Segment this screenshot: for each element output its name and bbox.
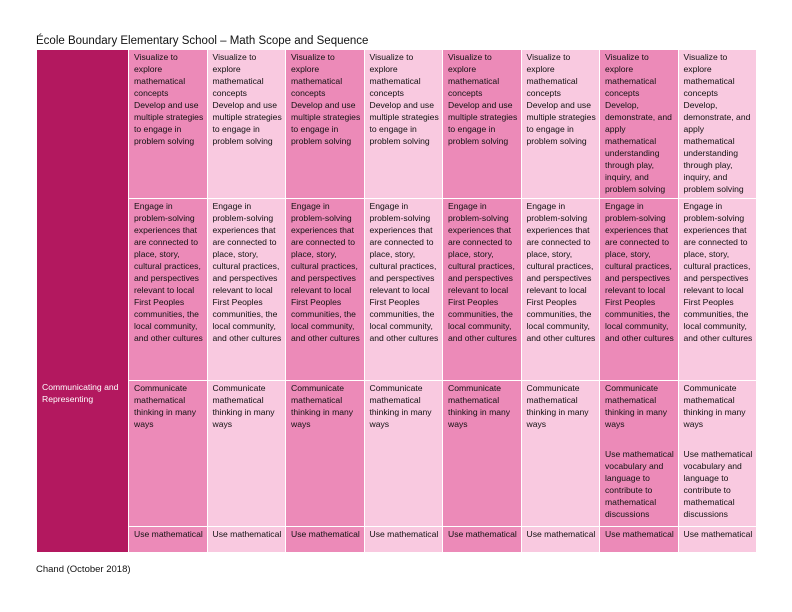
- cell-text: Use mathematical: [369, 529, 439, 539]
- table-cell: [678, 199, 757, 381]
- cell-text: Use mathematical vocabulary and language to contribute to mathematical discussions: [605, 449, 674, 519]
- cell-text: Develop and use multiple strategies to engage in problem solving: [369, 100, 439, 146]
- table-cell: [521, 50, 600, 199]
- scope-sequence-table: [36, 49, 757, 553]
- cell-text: Engage in problem-solving experiences that are connected to place, story, cultural practices, and perspectives relevant to local First Peoples communities, the local community, and other cultures: [605, 201, 674, 343]
- table-cell: [364, 50, 443, 199]
- table-cell: [678, 527, 757, 553]
- table-cell: [286, 50, 365, 199]
- cell-text: Communicate mathematical thinking in many ways: [212, 383, 275, 429]
- table-cell: [286, 527, 365, 553]
- cell-text: Develop and use multiple strategies to engage in problem solving: [448, 100, 518, 146]
- table-cell: [600, 381, 679, 527]
- cell-text: Use mathematical: [683, 529, 753, 539]
- cell-text: Use mathematical: [605, 529, 674, 539]
- table-cell: [286, 199, 365, 381]
- cell-text: Communicate mathematical thinking in many ways: [448, 383, 511, 429]
- table-cell: [364, 527, 443, 553]
- table-cell: [129, 50, 208, 199]
- table-cell: [443, 199, 522, 381]
- table-cell: [521, 381, 600, 527]
- cell-text: Engage in problem-solving experiences that are connected to place, story, cultural practices, and perspectives relevant to local First Peoples communities, the local community, and other cultures: [448, 201, 517, 343]
- cell-text: Develop and use multiple strategies to engage in problem solving: [134, 100, 204, 146]
- cell-text: Use mathematical: [212, 529, 282, 539]
- table-cell: [129, 381, 208, 527]
- table-cell: [600, 50, 679, 199]
- table-row: [37, 381, 757, 527]
- cell-text: Visualize to explore mathematical concepts: [683, 52, 735, 98]
- cell-text: Communicate mathematical thinking in many ways: [369, 383, 432, 429]
- cell-text: Develop and use multiple strategies to engage in problem solving: [526, 100, 596, 146]
- table-row: [37, 50, 757, 199]
- table-cell: [207, 381, 286, 527]
- cell-text: Develop and use multiple strategies to engage in problem solving: [212, 100, 282, 146]
- cell-text: Communicate mathematical thinking in many ways: [683, 383, 746, 429]
- cell-text: Communicate mathematical thinking in many ways: [134, 383, 197, 429]
- table-cell: [600, 199, 679, 381]
- cell-text: Engage in problem-solving experiences that are connected to place, story, cultural practices, and perspectives relevant to local First Peoples communities, the local community, and other cultures: [134, 201, 203, 343]
- cell-text: Visualize to explore mathematical concepts: [605, 52, 657, 98]
- cell-text: Develop, demonstrate, and apply mathematical understanding through play, inquiry, and problem solving: [605, 100, 672, 194]
- table-cell: [600, 527, 679, 553]
- cell-text: Engage in problem-solving experiences that are connected to place, story, cultural practices, and perspectives relevant to local First Peoples communities, the local community, and other cultures: [526, 201, 596, 343]
- table-cell: [207, 199, 286, 381]
- table-cell: [678, 381, 757, 527]
- cell-text: Use mathematical: [448, 529, 517, 539]
- table-cell: [678, 50, 757, 199]
- table-cell: [286, 381, 365, 527]
- cell-text: Visualize to explore mathematical concepts: [369, 52, 421, 98]
- cell-text: Engage in problem-solving experiences that are connected to place, story, cultural practices, and perspectives relevant to local First Peoples communities, the local community, and other cultures: [683, 201, 753, 343]
- cell-text: Visualize to explore mathematical concepts: [212, 52, 264, 98]
- table-cell: [129, 527, 208, 553]
- cell-text: Engage in problem-solving experiences that are connected to place, story, cultural practices, and perspectives relevant to local First Peoples communities, the local community, and other cultures: [212, 201, 282, 343]
- cell-text: Engage in problem-solving experiences that are connected to place, story, cultural practices, and perspectives relevant to local First Peoples communities, the local community, and other cultures: [369, 201, 439, 343]
- table-cell: [207, 50, 286, 199]
- table-cell: [129, 199, 208, 381]
- table-cell: [443, 381, 522, 527]
- cell-text: Engage in problem-solving experiences that are connected to place, story, cultural practices, and perspectives relevant to local First Peoples communities, the local community, and other cultures: [291, 201, 360, 343]
- cell-text: Use mathematical: [134, 529, 203, 539]
- cell-text: Develop, demonstrate, and apply mathematical understanding through play, inquiry, and problem solving: [683, 100, 751, 194]
- cell-text: Visualize to explore mathematical concepts: [134, 52, 186, 98]
- table-row: [37, 199, 757, 381]
- cell-text: Communicate mathematical thinking in many ways: [605, 383, 668, 429]
- cell-text: Use mathematical: [526, 529, 596, 539]
- cell-text: Communicate mathematical thinking in many ways: [291, 383, 354, 429]
- footer-note: Chand (October 2018): [36, 564, 131, 575]
- cell-text: Use mathematical vocabulary and language to contribute to mathematical discussions: [683, 449, 753, 519]
- cell-text: Communicate mathematical thinking in many ways: [526, 383, 589, 429]
- table-cell: [207, 527, 286, 553]
- table-cell: [364, 199, 443, 381]
- table-cell: [443, 527, 522, 553]
- page-title: École Boundary Elementary School – Math Scope and Sequence: [36, 35, 369, 47]
- row-header-label: Communicating and Representing: [42, 382, 119, 404]
- table-cell: [521, 199, 600, 381]
- cell-text: Visualize to explore mathematical concepts: [448, 52, 500, 98]
- cell-text: Use mathematical: [291, 529, 360, 539]
- table-cell: [364, 381, 443, 527]
- cell-text: Develop and use multiple strategies to engage in problem solving: [291, 100, 361, 146]
- table-cell: [521, 527, 600, 553]
- table-cell: [443, 50, 522, 199]
- row-header-cell: [37, 50, 129, 553]
- cell-text: Visualize to explore mathematical concepts: [291, 52, 343, 98]
- cell-text: Visualize to explore mathematical concepts: [526, 52, 578, 98]
- table-row: [37, 527, 757, 553]
